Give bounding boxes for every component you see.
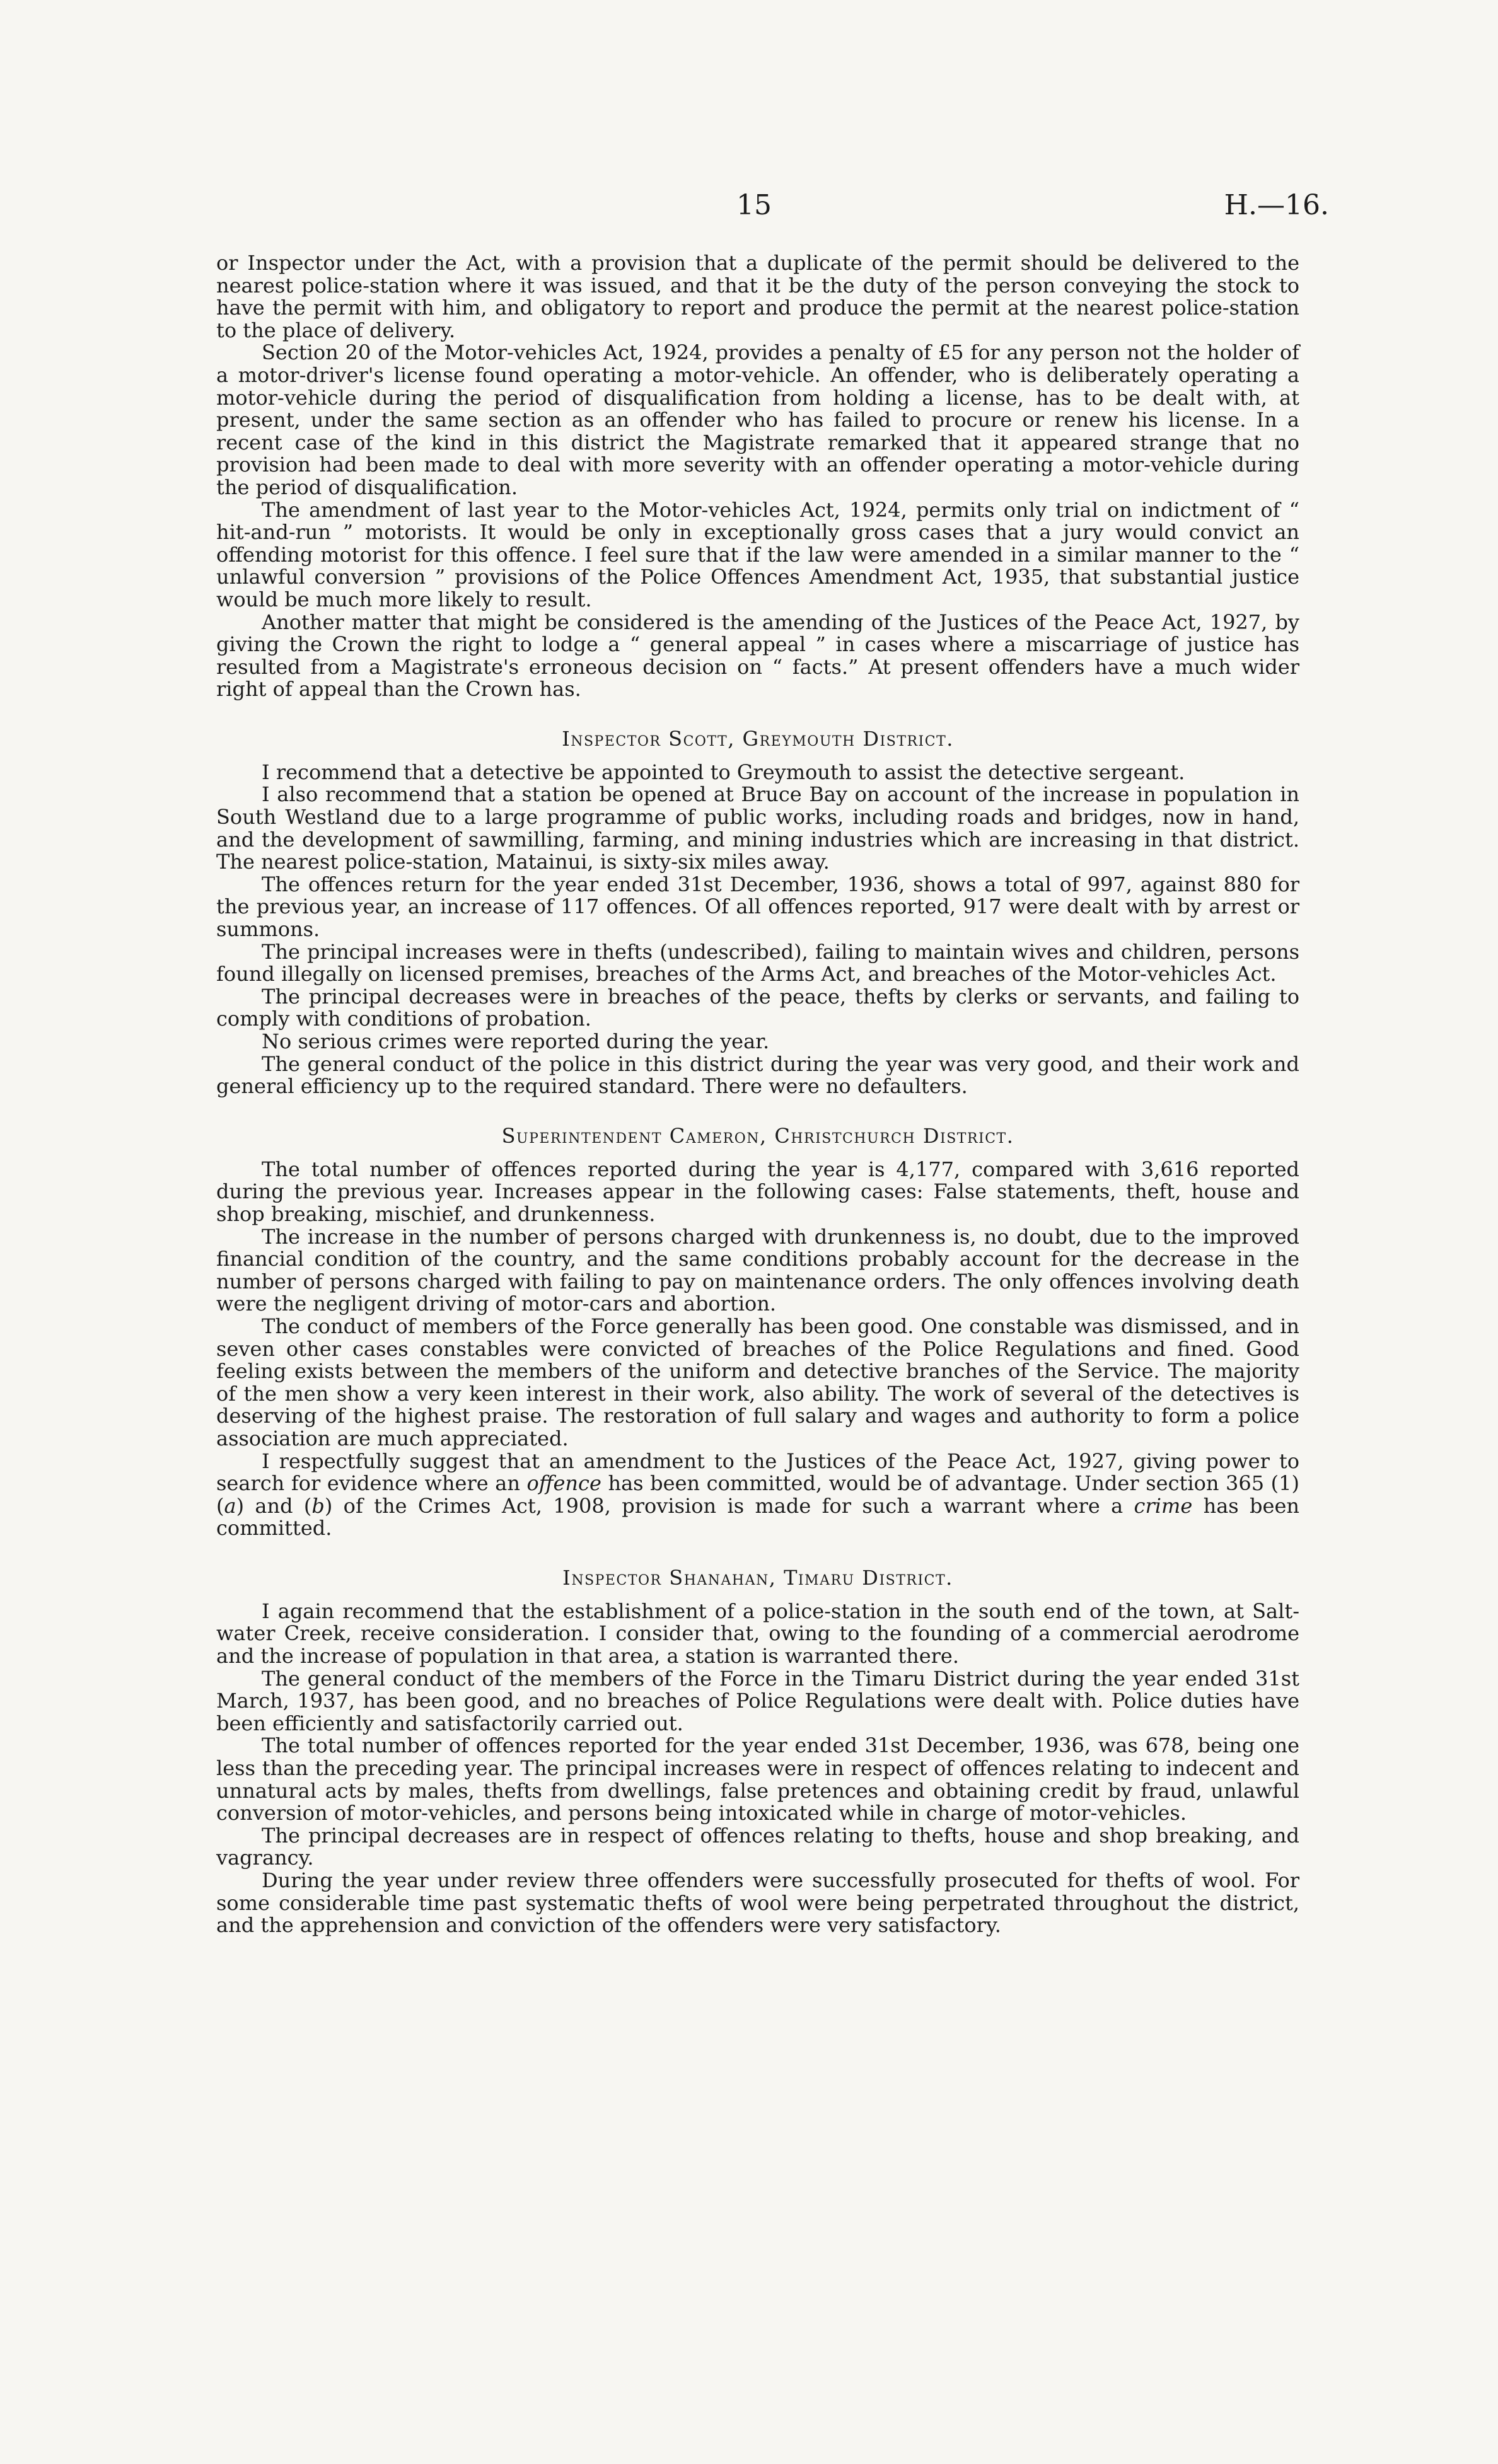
paragraph: The principal decreases were in breaches of the peace, thefts by clerks or servants, and failing to comply with conditions of probation. bbox=[216, 984, 1299, 1031]
paragraph: The principal decreases are in respect of offences relating to thefts, house and shop breaking, and vagrancy. bbox=[216, 1823, 1299, 1870]
document-reference: H.—16. bbox=[1224, 189, 1329, 221]
paragraph: I also recommend that a station be opened at Bruce Bay on account of the increase in population in South Westland due to a large programme of public works, including roads and bridges, now in hand, and the development of sawmilling, farming, and mining industries which are increasing in that district. The nearest police-station, Matainui, is sixty-six miles away. bbox=[216, 782, 1299, 874]
section-heading: Inspector Scott, Greymouth District. bbox=[562, 726, 954, 751]
paragraph: No serious crimes were reported during the year. bbox=[262, 1029, 770, 1053]
text-run: has been committed. bbox=[216, 1493, 1300, 1541]
italic-term: a bbox=[224, 1493, 236, 1518]
paragraph: Another matter that might be considered is the amending of the Justices of the Peace Act, 1927, by giving the Crown the right to lodge a “ general appeal ” in cases where a miscarriage of justice has resulted from a Magistrate's erroneous decision on “ facts.” At present offenders have a much wider right of appeal than the Crown has. bbox=[216, 610, 1299, 702]
paragraph bbox=[216, 1450, 1299, 1540]
text-run: I respectfully suggest that an amendment to the Justices of the Peace Act, 1927, giving power to search for evidence where an bbox=[216, 1449, 1299, 1496]
section-heading: Superintendent Cameron, Christchurch District. bbox=[501, 1123, 1014, 1148]
paragraph: The amendment of last year to the Motor-vehicles Act, 1924, permits only trial on indictment of “ hit-and-run ” motorists. It would be only in exceptionally gross cases that a jury would convict an offending motorist for this offence. I feel sure that if the law were amended in a similar manner to the “ unlawful conversion ” provisions of the Police Offences Amendment Act, 1935, that substantial justice would be much more likely to result. bbox=[216, 497, 1299, 611]
paragraph: or Inspector under the Act, with a provision that a duplicate of the permit should be delivered to the nearest police-station where it was issued, and that it be the duty of the person conveying the stock to have the permit with him, and obligatory to report and produce the permit at the nearest police-station to the place of delivery. bbox=[216, 251, 1299, 342]
paragraph: I again recommend that the establishment of a police-station in the south end of the town, at Salt-water Creek, receive consideration. I consider that, owing to the founding of a commercial aerodrome and the increase of population in that area, a station is warranted there. bbox=[216, 1599, 1299, 1669]
italic-term: b bbox=[311, 1493, 325, 1518]
text-run: ) and ( bbox=[236, 1493, 312, 1518]
page-number: 15 bbox=[736, 189, 772, 221]
italic-term: offence bbox=[526, 1471, 601, 1496]
paragraph: The general conduct of the police in this district during the year was very good, and their work and general efficiency up to the required standard. There were no defaulters. bbox=[216, 1051, 1299, 1099]
body-text bbox=[216, 252, 1299, 1937]
italic-term: crime bbox=[1134, 1493, 1193, 1518]
paragraph: During the year under review three offenders were successfully prosecuted for thefts of wool. For some considerable time past systematic thefts of wool were being perpetrated throughout the district, and the apprehension and conviction of the offenders were very satisfactory. bbox=[216, 1868, 1299, 1938]
text-run: has been committed, would be of advantage. Under section 365 (1) ( bbox=[216, 1471, 1300, 1518]
paragraph: The conduct of members of the Force generally has been good. One constable was dismissed, and in seven other cases constables were convicted of breaches of the Police Regulations and fined. Good feeling exists between the members of the uniform and detective branches of the Service. The majority of the men show a very keen interest in their work, also ability. The work of several of the detectives is deserving of the highest praise. The restoration of full salary and wages and authority to form a police association are much appreciated. bbox=[216, 1314, 1299, 1450]
section-heading: Inspector Shanahan, Timaru District. bbox=[562, 1565, 953, 1590]
paragraph: The principal increases were in thefts (undescribed), failing to maintain wives and children, persons found illegally on licensed premises, breaches of the Arms Act, and breaches of the Motor-vehicles Act. bbox=[216, 939, 1299, 986]
page-header bbox=[0, 189, 1498, 233]
paragraph: The total number of offences reported for the year ended 31st December, 1936, was 678, being one less than the preceding year. The principal increases were in respect of offences relating to indecent and unnatural acts by males, thefts from dwellings, false pretences and obtaining credit by fraud, unlawful conversion of motor-vehicles, and persons being intoxicated while in charge of motor-vehicles. bbox=[216, 1733, 1299, 1825]
paragraph: I recommend that a detective be appointed to Greymouth to assist the detective sergeant. bbox=[262, 760, 1185, 784]
text-run: ) of the Crimes Act, 1908, provision is made for such a warrant where a bbox=[324, 1493, 1134, 1518]
paragraph: The offences return for the year ended 31st December, 1936, shows a total of 997, against 880 for the previous year, an increase of 117 offences. Of all offences reported, 917 were dealt with by arrest or summons. bbox=[216, 872, 1299, 942]
paragraph: Section 20 of the Motor-vehicles Act, 1924, provides a penalty of £5 for any person not the holder of a motor-driver's license found operating a motor-vehicle. An offender, who is deliberately operating a motor-vehicle during the period of disqualification from holding a license, has to be dealt with, at present, under the same section as an offender who has failed to procure or renew his license. In a recent case of the kind in this district the Magistrate remarked that it appeared strange that no provision had been made to deal with more severity with an offender operating a motor-vehicle during the period of disqualification. bbox=[216, 340, 1299, 499]
paragraph: The general conduct of the members of the Force in the Timaru District during the year ended 31st March, 1937, has been good, and no breaches of Police Regulations were dealt with. Police duties have been efficiently and satisfactorily carried out. bbox=[216, 1666, 1299, 1735]
paragraph: The increase in the number of persons charged with drunkenness is, no doubt, due to the improved financial condition of the country, and the same conditions probably account for the decrease in the number of persons charged with failing to pay on maintenance orders. The only offences involving death were the negligent driving of motor-cars and abortion. bbox=[216, 1224, 1299, 1316]
paragraph: The total number of offences reported during the year is 4,177, compared with 3,616 reported during the previous year. Increases appear in the following cases: False statements, theft, house and shop breaking, mischief, and drunkenness. bbox=[216, 1157, 1299, 1226]
